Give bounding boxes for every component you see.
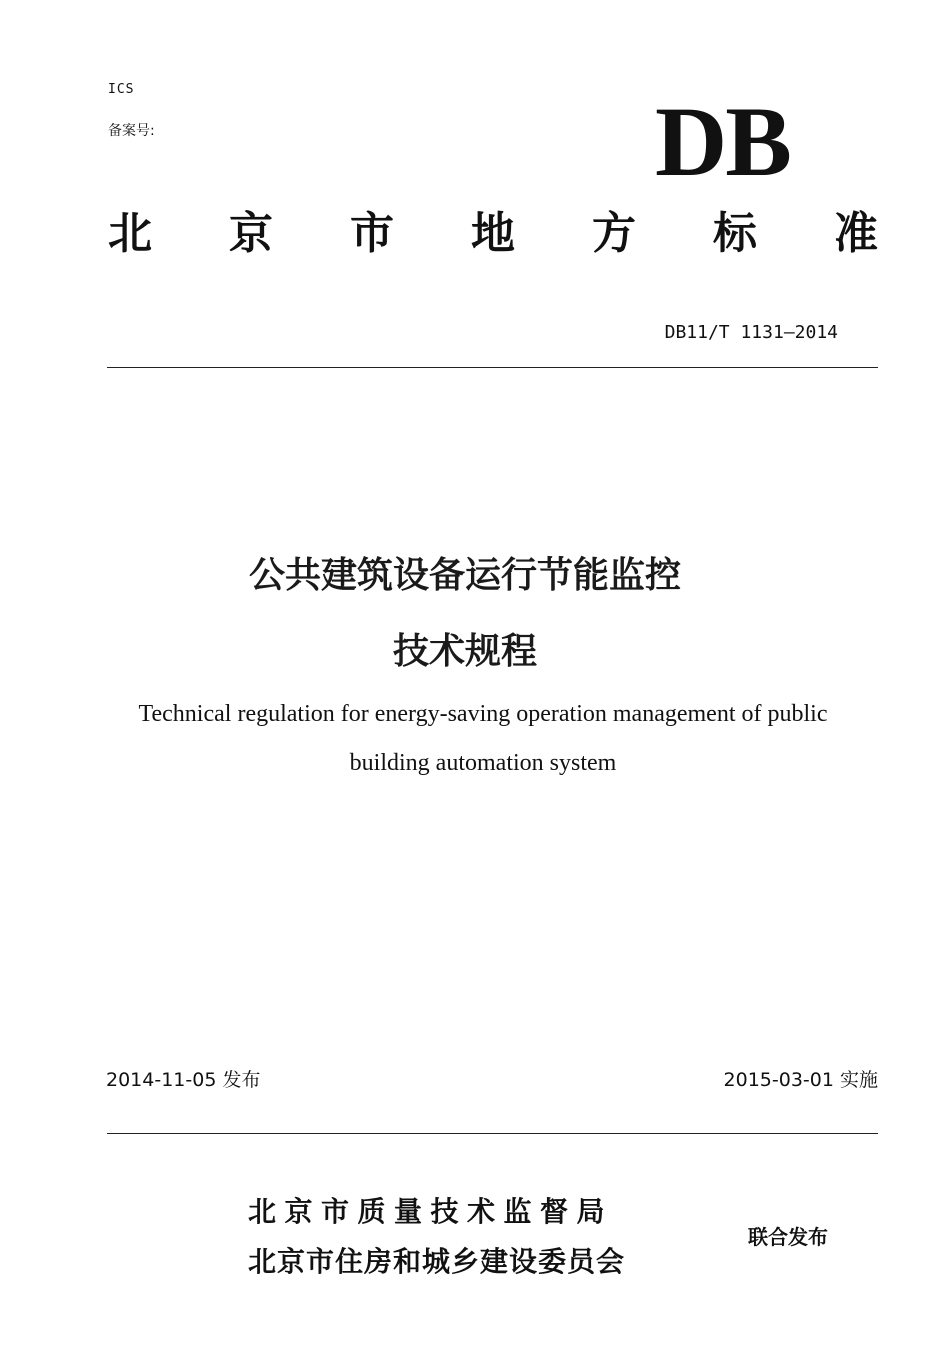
standard-type-char: 地: [471, 208, 515, 259]
record-number-label: 备案号:: [108, 123, 155, 139]
standard-type-title: [108, 206, 878, 262]
english-title-line-2: building automation system: [349, 750, 617, 776]
issue-date: 2014-11-05 发布: [106, 1069, 261, 1091]
english-title-line-1: Technical regulation for energy-saving operation management of public: [138, 701, 828, 727]
chinese-title-line-1: 公共建筑设备运行节能监控: [248, 555, 681, 596]
bottom-divider: [107, 1133, 878, 1134]
standard-type-char: 方: [592, 208, 636, 259]
standard-number: DB11/T 1131—2014: [664, 322, 838, 343]
publisher-housing-commission: 北京市住房和城乡建设委员会: [248, 1245, 626, 1278]
standard-type-char: 准: [834, 208, 878, 259]
standard-type-char: 北: [108, 208, 152, 259]
joint-issue-label: 联合发布: [748, 1225, 828, 1249]
top-divider: [107, 367, 878, 368]
chinese-title-line-2: 技术规程: [392, 631, 537, 672]
standard-type-char: 市: [350, 208, 394, 259]
standard-type-char: 京: [229, 208, 273, 259]
db-logo: DB: [655, 86, 790, 197]
implementation-date: 2015-03-01 实施: [723, 1069, 878, 1091]
publisher-quality-bureau: 北京市质量技术监督局: [248, 1195, 614, 1228]
standard-type-char: 标: [713, 208, 757, 259]
ics-label: ICS: [108, 82, 135, 97]
